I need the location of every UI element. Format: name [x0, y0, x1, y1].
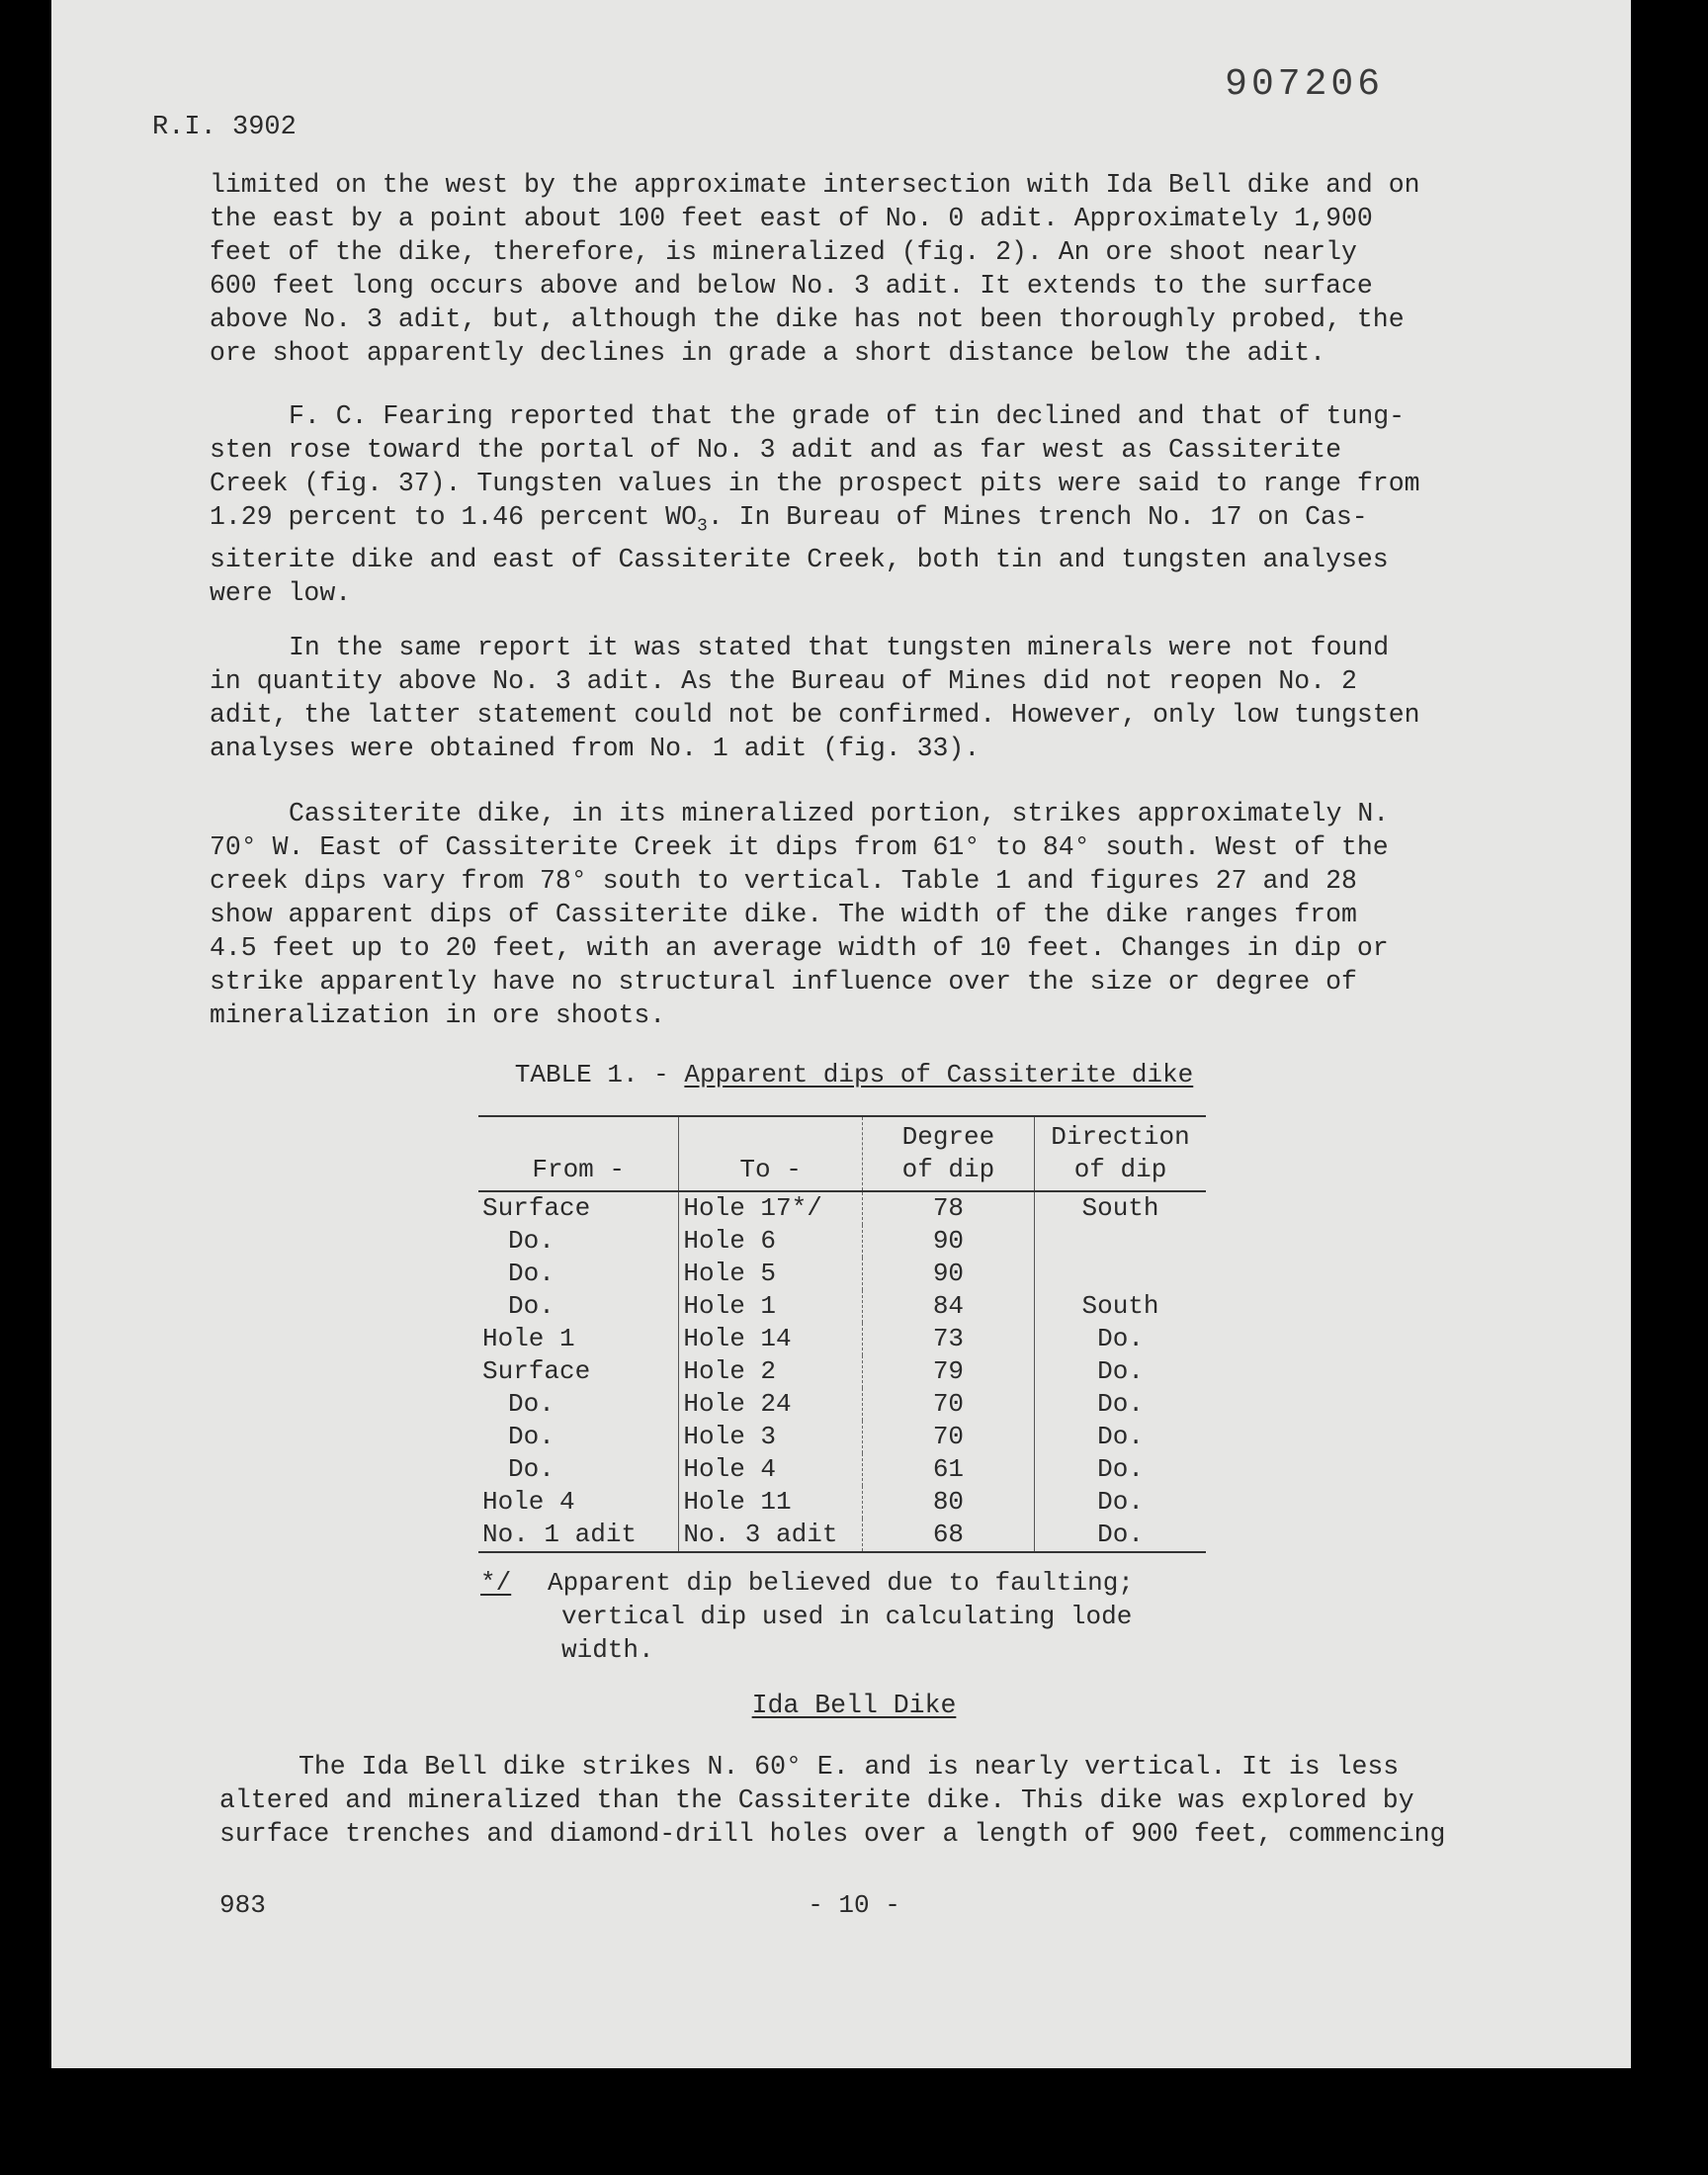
text-line: 600 feet long occurs above and below No. 3 adit. It extends to the surface: [210, 271, 1373, 301]
cell-dip: 68: [862, 1519, 1034, 1552]
cell-from: Do.: [508, 1422, 555, 1451]
cell-dip: 78: [862, 1191, 1034, 1225]
cell-from: Hole 4: [482, 1487, 575, 1517]
text-line: In the same report it was stated that tungsten minerals were not found: [289, 633, 1390, 662]
subscript: 3: [696, 516, 708, 537]
header-direction: Direction of dip: [1035, 1116, 1206, 1191]
header-degree: Degree of dip: [862, 1116, 1034, 1191]
cell-to: Hole 17*/: [679, 1191, 862, 1225]
table-row: [478, 1453, 1206, 1486]
footnote-line: vertical dip used in calculating lode: [561, 1602, 1133, 1631]
text-line: Cassiterite dike, in its mineralized portion, strikes approximately N.: [289, 799, 1390, 828]
text-line: The Ida Bell dike strikes N. 60° E. and is nearly vertical. It is less: [299, 1752, 1400, 1782]
cell-to: Hole 4: [679, 1453, 862, 1486]
cell-direction: South: [1035, 1191, 1206, 1225]
footnote-line: width.: [561, 1635, 654, 1665]
table-caption: [0, 1060, 1708, 1089]
cell-to: Hole 3: [679, 1421, 862, 1453]
cell-dip: 80: [862, 1486, 1034, 1519]
cell-from: Do.: [508, 1291, 555, 1321]
text-line: adit, the latter statement could not be confirmed. However, only low tungsten: [210, 700, 1420, 730]
table-footnote: [480, 1566, 1134, 1667]
cell-from: Do.: [508, 1226, 555, 1256]
cell-direction: Do.: [1035, 1519, 1206, 1552]
text-line: F. C. Fearing reported that the grade of tin declined and that of tung-: [289, 401, 1406, 431]
table-row: [478, 1290, 1206, 1323]
cell-from: Hole 1: [482, 1324, 575, 1353]
cell-from: Do.: [508, 1259, 555, 1288]
table-caption-prefix: TABLE 1. -: [514, 1060, 685, 1089]
table-header-row: [478, 1116, 1206, 1191]
footnote-line: Apparent dip believed due to faulting;: [548, 1568, 1134, 1598]
text-line: strike apparently have no structural influence over the size or degree of: [210, 967, 1357, 997]
cell-dip: 61: [862, 1453, 1034, 1486]
text-line: in quantity above No. 3 adit. As the Bureau of Mines did not reopen No. 2: [210, 666, 1357, 696]
text-line: 70° W. East of Cassiterite Creek it dips from 61° to 84° south. West of the: [210, 832, 1389, 862]
cell-to: Hole 14: [679, 1323, 862, 1355]
paragraph-2: [210, 399, 1524, 610]
table-row: [478, 1191, 1206, 1225]
cell-from: Do.: [508, 1389, 555, 1419]
report-id: R.I. 3902: [152, 113, 297, 142]
paragraph-3: [210, 631, 1524, 765]
header-from: From -: [478, 1116, 679, 1191]
cell-dip: 90: [862, 1225, 1034, 1258]
text-line: sten rose toward the portal of No. 3 adit and as far west as Cassiterite: [210, 435, 1341, 465]
cell-dip: 73: [862, 1323, 1034, 1355]
text-line: . In Bureau of Mines trench No. 17 on Cas-: [707, 502, 1368, 532]
text-line: creek dips vary from 78° south to vertical. Table 1 and figures 27 and 28: [210, 866, 1357, 896]
cell-direction: Do.: [1035, 1355, 1206, 1388]
cell-dip: 79: [862, 1355, 1034, 1388]
cell-direction: Do.: [1035, 1388, 1206, 1421]
table-row: [478, 1388, 1206, 1421]
cell-direction: Do.: [1035, 1486, 1206, 1519]
text-line: siterite dike and east of Cassiterite Creek, both tin and tungsten analyses: [210, 545, 1389, 575]
text-line: feet of the dike, therefore, is mineralized (fig. 2). An ore shoot nearly: [210, 237, 1357, 267]
cell-to: Hole 2: [679, 1355, 862, 1388]
table-caption-title: Apparent dips of Cassiterite dike: [684, 1060, 1194, 1089]
table-row: [478, 1421, 1206, 1453]
cell-direction: South: [1035, 1290, 1206, 1323]
text-line: altered and mineralized than the Cassiterite dike. This dike was explored by: [219, 1785, 1414, 1815]
cell-to: Hole 24: [679, 1388, 862, 1421]
text-line: mineralization in ore shoots.: [210, 1000, 666, 1030]
paragraph-1: [210, 168, 1524, 370]
section-heading: Ida Bell Dike: [751, 1691, 957, 1720]
text-line: were low.: [210, 578, 352, 609]
cell-direction: Do.: [1035, 1421, 1206, 1453]
table-row: [478, 1258, 1206, 1290]
footnote-mark: */: [480, 1568, 512, 1598]
cell-direction: Do.: [1035, 1323, 1206, 1355]
cell-direction: [1035, 1225, 1206, 1258]
table-row: [478, 1355, 1206, 1388]
cell-from: No. 1 adit: [482, 1520, 638, 1549]
text-line: ore shoot apparently declines in grade a short distance below the adit.: [210, 338, 1326, 368]
paragraph-ida-bell: [219, 1750, 1534, 1851]
text-line: 4.5 feet up to 20 feet, with an average width of 10 feet. Changes in dip or: [210, 933, 1389, 963]
cell-direction: [1035, 1258, 1206, 1290]
text-line: 1.29 percent to 1.46 percent WO: [210, 502, 697, 532]
cell-dip: 90: [862, 1258, 1034, 1290]
cell-direction: Do.: [1035, 1453, 1206, 1486]
text-line: surface trenches and diamond-drill holes over a length of 900 feet, commencing: [219, 1819, 1446, 1849]
page-number: - 10 -: [808, 1890, 900, 1920]
table-row: [478, 1519, 1206, 1552]
cell-to: Hole 11: [679, 1486, 862, 1519]
cell-dip: 70: [862, 1388, 1034, 1421]
cell-to: Hole 1: [679, 1290, 862, 1323]
cell-dip: 70: [862, 1421, 1034, 1453]
cell-from: Surface: [482, 1356, 591, 1386]
cell-to: No. 3 adit: [679, 1519, 862, 1552]
table-row: [478, 1323, 1206, 1355]
footer-left-number: 983: [219, 1890, 266, 1920]
text-line: analyses were obtained from No. 1 adit (fig. 33).: [210, 734, 981, 763]
text-line: show apparent dips of Cassiterite dike. The width of the dike ranges from: [210, 900, 1357, 929]
cell-to: Hole 5: [679, 1258, 862, 1290]
dips-table: [478, 1115, 1206, 1553]
cell-from: Surface: [482, 1193, 591, 1223]
paragraph-4: [210, 797, 1524, 1032]
document-number: 907206: [1225, 63, 1384, 106]
text-line: above No. 3 adit, but, although the dike has not been thoroughly probed, the: [210, 304, 1405, 334]
text-line: the east by a point about 100 feet east of No. 0 adit. Approximately 1,900: [210, 204, 1373, 233]
table-row: [478, 1486, 1206, 1519]
cell-to: Hole 6: [679, 1225, 862, 1258]
table-row: [478, 1225, 1206, 1258]
header-to: To -: [679, 1116, 862, 1191]
cell-from: Do.: [508, 1454, 555, 1484]
text-line: limited on the west by the approximate intersection with Ida Bell dike and on: [210, 170, 1420, 200]
cell-dip: 84: [862, 1290, 1034, 1323]
text-line: Creek (fig. 37). Tungsten values in the prospect pits were said to range from: [210, 469, 1420, 498]
